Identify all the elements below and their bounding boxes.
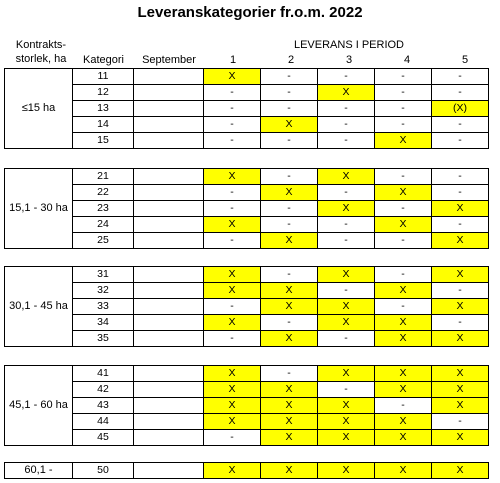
period-cell: - [261,133,318,149]
period-cell: X [318,201,375,217]
period-cell: - [261,366,318,382]
september-cell [134,169,204,185]
september-cell [134,101,204,117]
table-row [5,398,489,414]
september-cell [134,85,204,101]
category-cell: 11 [73,69,134,85]
size-group-table [4,68,489,149]
period-cell: - [204,299,261,315]
period-cell: - [261,69,318,85]
category-cell: 42 [73,382,134,398]
period-cell: X [432,366,489,382]
period-cell: - [261,85,318,101]
period-cell: - [375,267,432,283]
size-header-line1: Kontrakts- [15,39,67,51]
category-cell: 44 [73,414,134,430]
table-row [5,217,489,233]
period-cell: - [318,185,375,201]
period-cell: X [432,201,489,217]
period-cell: X [318,85,375,101]
period-cell: X [261,233,318,249]
period-cell: X [375,430,432,446]
category-cell: 34 [73,315,134,331]
period-cell: X [204,169,261,185]
period-cell: - [261,267,318,283]
period-cell: X [261,185,318,201]
period-cell: - [204,430,261,446]
september-cell [134,331,204,347]
period-cell: - [375,169,432,185]
period-cell: X [432,430,489,446]
september-cell [134,299,204,315]
period-cell: X [375,414,432,430]
period-number: 5 [461,54,469,66]
period-cell: X [375,217,432,233]
period-cell: - [204,201,261,217]
period-cell: - [375,233,432,249]
size-column-header [8,38,74,66]
period-cell: - [204,331,261,347]
period-cell: - [204,233,261,249]
period-cell: X [261,414,318,430]
period-cell: - [261,169,318,185]
period-cell: - [318,117,375,133]
category-cell: 41 [73,366,134,382]
period-cell: X [318,398,375,414]
category-cell: 31 [73,267,134,283]
period-cell: X [375,382,432,398]
table-row [5,366,489,382]
period-cell: X [375,366,432,382]
period-cell: - [375,101,432,117]
category-cell: 23 [73,201,134,217]
period-cell: X [432,267,489,283]
size-group-table [4,462,489,479]
table-row [5,430,489,446]
category-cell: 43 [73,398,134,414]
period-cell: - [204,133,261,149]
period-cell: - [318,233,375,249]
size-range-cell: ≤15 ha [5,69,73,149]
period-cell: - [318,382,375,398]
period-cell: - [375,85,432,101]
category-cell: 21 [73,169,134,185]
period-number: 2 [287,54,295,66]
period-cell: X [204,463,261,479]
table-row [5,382,489,398]
category-cell: 24 [73,217,134,233]
table-row [5,233,489,249]
period-cell: X [204,267,261,283]
september-cell [134,283,204,299]
period-cell: - [261,315,318,331]
table-row [5,414,489,430]
category-cell: 12 [73,85,134,101]
period-cell: - [432,217,489,233]
table-row [5,331,489,347]
size-range-cell: 30,1 - 45 ha [5,267,73,347]
period-cell: X [375,315,432,331]
period-cell: X [204,366,261,382]
size-group-table [4,168,489,249]
september-cell [134,267,204,283]
period-cell: X [318,315,375,331]
table-row [5,101,489,117]
period-cell: X [204,283,261,299]
september-cell [134,217,204,233]
period-cell: - [432,185,489,201]
september-cell [134,185,204,201]
period-cell: X [432,331,489,347]
september-cell [134,315,204,331]
period-cell: (X) [432,101,489,117]
size-range-cell: 60,1 - [5,463,73,479]
september-cell [134,382,204,398]
category-cell: 32 [73,283,134,299]
table-row [5,201,489,217]
period-cell: - [261,201,318,217]
period-cell: X [432,233,489,249]
table-row [5,69,489,85]
september-cell [134,69,204,85]
table-row [5,85,489,101]
period-cell: X [318,430,375,446]
period-cell: - [261,217,318,233]
period-cell: - [432,69,489,85]
table-row [5,299,489,315]
september-cell [134,398,204,414]
category-cell: 13 [73,101,134,117]
period-cell: X [318,463,375,479]
period-cell: X [432,463,489,479]
september-cell [134,117,204,133]
category-cell: 50 [73,463,134,479]
september-column-header: September [142,54,196,66]
period-cell: X [318,267,375,283]
period-cell: X [432,398,489,414]
period-cell: X [261,398,318,414]
category-cell: 14 [73,117,134,133]
table-row [5,463,489,479]
period-cell: X [204,414,261,430]
period-cell: - [432,169,489,185]
september-cell [134,366,204,382]
period-cell: - [318,283,375,299]
table-row [5,315,489,331]
period-cell: X [432,382,489,398]
period-cell: X [375,283,432,299]
category-cell: 35 [73,331,134,347]
category-cell: 33 [73,299,134,315]
size-header-line2: storlek, ha [15,53,67,65]
period-number: 4 [403,54,411,66]
table-row [5,133,489,149]
period-cell: - [375,398,432,414]
period-cell: - [261,101,318,117]
table-row [5,169,489,185]
period-cell: - [375,117,432,133]
period-cell: - [375,201,432,217]
period-cell: X [375,463,432,479]
period-cell: X [375,185,432,201]
period-cell: X [261,430,318,446]
period-cell: - [318,331,375,347]
period-cell: X [204,315,261,331]
period-cell: X [375,133,432,149]
period-number: 1 [229,54,237,66]
period-cell: X [375,331,432,347]
period-cell: X [261,463,318,479]
category-cell: 15 [73,133,134,149]
period-cell: X [261,283,318,299]
period-cell: X [204,217,261,233]
size-range-cell: 45,1 - 60 ha [5,366,73,446]
size-group-table [4,365,489,446]
period-cell: - [318,101,375,117]
period-cell: X [261,117,318,133]
period-cell: - [432,133,489,149]
period-cell: - [204,185,261,201]
table-row [5,117,489,133]
period-cell: X [261,331,318,347]
september-cell [134,133,204,149]
size-range-cell: 15,1 - 30 ha [5,169,73,249]
period-cell: X [261,382,318,398]
september-cell [134,233,204,249]
size-group-table [4,266,489,347]
period-cell: - [432,283,489,299]
period-cell: X [432,299,489,315]
period-cell: - [318,217,375,233]
september-cell [134,463,204,479]
category-column-header: Kategori [83,54,124,66]
period-cell: X [318,366,375,382]
period-cell: - [432,85,489,101]
period-cell: - [318,69,375,85]
september-cell [134,414,204,430]
period-cell: X [204,382,261,398]
period-header: LEVERANS I PERIOD [293,39,405,51]
period-cell: X [318,299,375,315]
page-title: Leveranskategorier fr.o.m. 2022 [137,4,363,21]
period-cell: X [204,398,261,414]
period-cell: X [318,169,375,185]
table-row [5,185,489,201]
period-cell: X [261,299,318,315]
period-number: 3 [345,54,353,66]
period-cell: - [375,69,432,85]
period-cell: - [432,117,489,133]
september-cell [134,201,204,217]
september-cell [134,430,204,446]
table-row [5,267,489,283]
period-cell: - [204,101,261,117]
table-row [5,283,489,299]
period-cell: - [204,85,261,101]
period-cell: X [318,414,375,430]
period-cell: - [432,315,489,331]
category-cell: 45 [73,430,134,446]
period-cell: - [204,117,261,133]
category-cell: 22 [73,185,134,201]
period-cell: - [432,414,489,430]
period-cell: X [204,69,261,85]
period-cell: - [318,133,375,149]
period-cell: - [375,299,432,315]
category-cell: 25 [73,233,134,249]
